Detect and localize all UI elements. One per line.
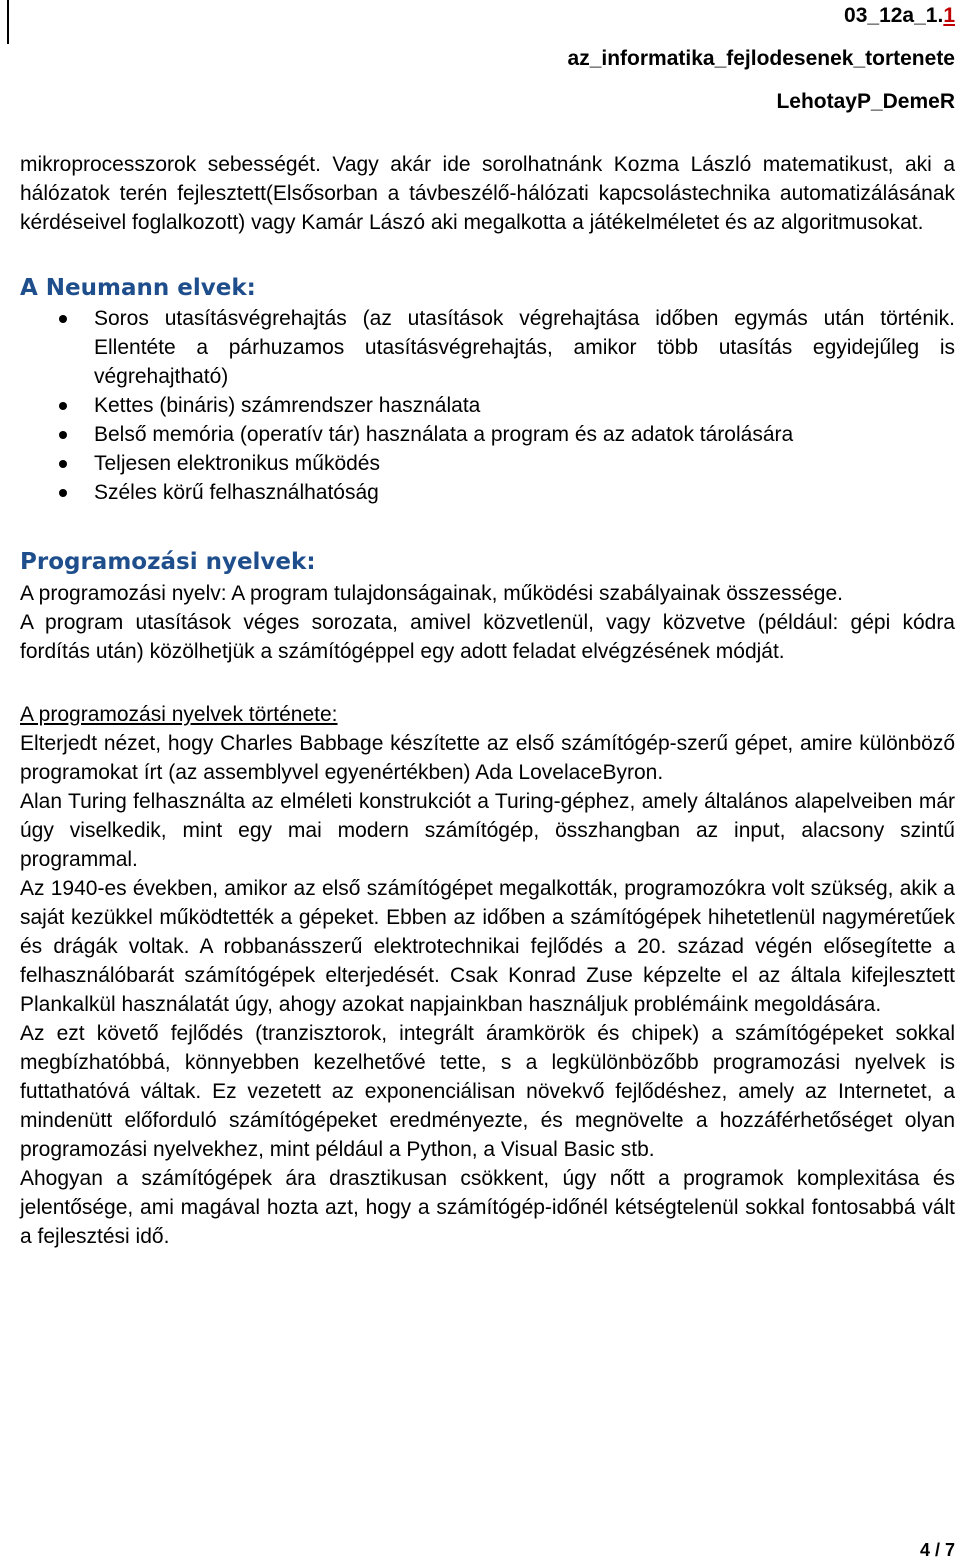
document-code: [844, 4, 955, 28]
bullet-icon: [59, 460, 67, 468]
page-body: [20, 150, 955, 1251]
bullet-icon: [59, 402, 67, 410]
intro-paragraph: mikroprocesszorok sebességét. Vagy akár ide sorolhatnánk Kozma László matematikust, aki a hálózatok terén fejlesztett(Elsősorban a távbeszélő-hálózati kapcsolástechnika automatizálásának kérdéseivel foglalkozott) vagy Kamár Lászó aki megalkotta a játékelméletet és az algoritmusokat.: [20, 153, 955, 234]
bullet-icon: [59, 315, 67, 323]
list-item-text: Soros utasításvégrehajtás (az utasítások végrehajtása időben egymás után történik. Ellentéte a párhuzamos utasításvégrehajtás, amikor több utasítás egyidejűleg is végrehajtható): [94, 307, 955, 388]
programming-heading: Programozási nyelvek:: [20, 549, 316, 575]
page-number: 4 / 7: [919, 1540, 955, 1560]
document-name: az_informatika_fejlodesenek_tortenete: [567, 47, 955, 70]
list-item: [20, 391, 955, 420]
history-subheading: A programozási nyelvek története:: [20, 703, 338, 726]
list-item: [20, 304, 955, 391]
bullet-icon: [59, 489, 67, 497]
neumann-heading: A Neumann elvek:: [20, 275, 256, 301]
list-item-text: Kettes (bináris) számrendszer használata: [94, 394, 481, 417]
history-paragraph: Alan Turing felhasználta az elméleti konstrukciót a Turing-géphez, amely általános alapelveiben már úgy viselkedik, mint egy mai modern számítógép, összhangban az input, alacsony szintű programmal.: [20, 790, 955, 871]
document-code-suffix: 1: [943, 4, 955, 27]
margin-rule: [7, 0, 9, 44]
programming-paragraph: A program utasítások véges sorozata, amivel közvetlenül, vagy közvetve (például: gépi kódra fordítás után) közölhetjük a számítógéppel egy adott feladat elvégzésének módját.: [20, 611, 955, 663]
bullet-icon: [59, 431, 67, 439]
neumann-list: [20, 304, 955, 507]
list-item-text: Belső memória (operatív tár) használata a program és az adatok tárolására: [94, 423, 794, 446]
history-paragraph: Ahogyan a számítógépek ára drasztikusan csökkent, úgy nőtt a programok komplexitása és jelentősége, ami magával hozta azt, hogy a számítógép-időnél kétségtelenül sokkal fontosabbá vált a fejlesztési idő.: [20, 1167, 955, 1248]
history-paragraph: Az ezt követő fejlődés (tranzisztorok, integrált áramkörök és chipek) a számítógépeket sokkal megbízhatóbbá, könnyebben kezelhetővé tette, s a legkülönbözőbb programozási nyelvek is futtathatóvá váltak. Ez vezetett az exponenciálisan növekvő fejlődéshez, amely az Internetet, a mindenütt előforduló számítógépeket eredményezte, és megnövelte a hozzáférhetőséget olyan programozási nyelvekhez, mint például a Python, a Visual Basic stb.: [20, 1022, 955, 1161]
list-item-text: Teljesen elektronikus működés: [94, 452, 380, 475]
list-item: [20, 478, 955, 507]
history-paragraph: Az 1940-es években, amikor az első számítógépet megalkották, programozókra volt szükség, akik a saját kezükkel működtették a gépeket. Ebben az időben a számítógépek hihetetlenül nagyméretűek és drágák voltak. A robbanásszerű elektrotechnikai fejlődés a 20. század végén elősegítette a felhasználóbarát számítógépek elterjedését. Csak Konrad Zuse képzelte el az általa kifejlesztett Plankalkül használatát úgy, ahogy azokat napjainkban használjuk problémáink megoldására.: [20, 877, 955, 1016]
list-item: [20, 420, 955, 449]
history-paragraph: Elterjedt nézet, hogy Charles Babbage készítette az első számítógép-szerű gépet, amire különböző programokat írt (az assemblyvel egyenértékben) Ada LovelaceByron.: [20, 732, 955, 784]
document-author: LehotayP_DemeR: [776, 90, 955, 113]
document-code-prefix: 03_12a_1.: [844, 4, 944, 27]
list-item: [20, 449, 955, 478]
programming-paragraph: A programozási nyelv: A program tulajdonságainak, működési szabályainak összessége.: [20, 582, 843, 605]
list-item-text: Széles körű felhasználhatóság: [94, 481, 379, 504]
